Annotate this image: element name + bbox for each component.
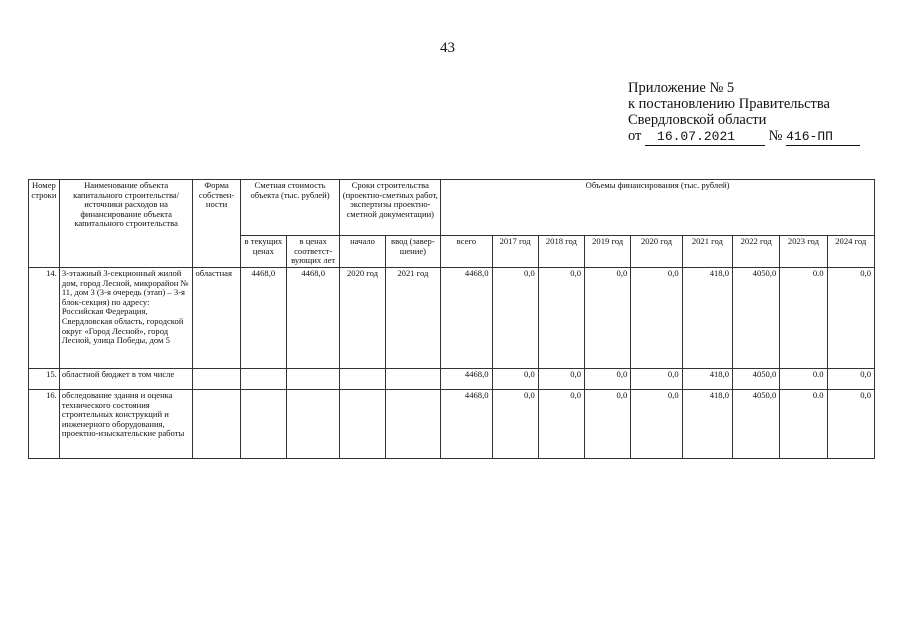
- row-year-value: 0,0: [492, 369, 538, 390]
- row-year-value: 0,0: [631, 268, 682, 369]
- row-ownership: [193, 369, 240, 390]
- header-year: 2023 год: [780, 236, 827, 268]
- row-ownership: областная: [193, 268, 240, 369]
- appendix-resolution: к постановлению Правительства: [628, 96, 830, 112]
- header-year: 2021 год: [682, 236, 732, 268]
- appendix-title: Приложение № 5: [628, 80, 735, 96]
- header-ownership: Форма собствен-ности: [193, 180, 240, 268]
- row-year-value: 0.0: [780, 268, 827, 369]
- header-start: начало: [340, 236, 385, 268]
- table-row: [29, 369, 875, 390]
- header-terms: Сроки строительства (проектно-сметных работ, экспертизы проектно-сметной документации): [340, 180, 441, 236]
- table-row: [29, 390, 875, 459]
- row-year-value: 418,0: [682, 390, 732, 459]
- header-row-1: [29, 180, 875, 236]
- row-year-value: 0,0: [492, 268, 538, 369]
- header-end: ввод (завер-шение): [385, 236, 441, 268]
- row-year-value: 0,0: [538, 369, 584, 390]
- header-name: Наименование объекта капитального строительства/ источники расходов на финансирование объекта капитального строительства: [59, 180, 193, 268]
- row-total: 4468,0: [441, 390, 492, 459]
- row-name: 3-этажный 3-секционный жилой дом, город Лесной, микрорайон № 11, дом 3 (3-я очередь (этап) – 3-я блок-секция) по адресу: Российская Федерация, Свердловская область, городской округ «Город Лесной», город Лесной, улица Победы, дом 5: [59, 268, 193, 369]
- row-ownership: [193, 390, 240, 459]
- financing-table: [28, 179, 875, 459]
- row-end: 2021 год: [385, 268, 441, 369]
- appendix-date-line: [628, 128, 860, 146]
- header-year: 2019 год: [585, 236, 631, 268]
- row-cost-current: [240, 369, 286, 390]
- header-financing: Объемы финансирования (тыс. рублей): [441, 180, 875, 236]
- row-year-value: 0,0: [827, 369, 874, 390]
- row-year-value: 0,0: [827, 268, 874, 369]
- header-year: 2022 год: [733, 236, 780, 268]
- row-start: 2020 год: [340, 268, 385, 369]
- header-cost-current: в текущих ценах: [240, 236, 286, 268]
- table-row: [29, 268, 875, 369]
- date-prefix: от: [628, 128, 642, 144]
- row-number: 16.: [29, 390, 60, 459]
- row-number: 14.: [29, 268, 60, 369]
- row-year-value: 0,0: [538, 390, 584, 459]
- row-year-value: 418,0: [682, 369, 732, 390]
- row-year-value: 0,0: [538, 268, 584, 369]
- row-start: [340, 390, 385, 459]
- row-year-value: 0,0: [492, 390, 538, 459]
- header-cost-respective: в ценах соответст-вующих лет: [286, 236, 339, 268]
- row-number: 15.: [29, 369, 60, 390]
- row-year-value: 0,0: [631, 369, 682, 390]
- header-year: 2018 год: [538, 236, 584, 268]
- row-year-value: 4050,0: [733, 268, 780, 369]
- row-cost-respective: 4468,0: [286, 268, 339, 369]
- row-cost-respective: [286, 390, 339, 459]
- header-row-num: Номер строки: [29, 180, 60, 268]
- row-year-value: 0,0: [585, 390, 631, 459]
- page-number: 43: [440, 40, 455, 56]
- row-cost-respective: [286, 369, 339, 390]
- header-year: 2024 год: [827, 236, 874, 268]
- row-cost-current: [240, 390, 286, 459]
- resolution-date: 16.07.2021: [645, 129, 765, 146]
- header-total: всего: [441, 236, 492, 268]
- row-total: 4468,0: [441, 268, 492, 369]
- resolution-number: 416-ПП: [786, 129, 860, 146]
- row-year-value: 418,0: [682, 268, 732, 369]
- row-year-value: 0,0: [631, 390, 682, 459]
- row-year-value: 4050,0: [733, 390, 780, 459]
- row-end: [385, 369, 441, 390]
- appendix-region: Свердловской области: [628, 112, 767, 128]
- header-year: 2017 год: [492, 236, 538, 268]
- header-year: 2020 год: [631, 236, 682, 268]
- appendix-block: [628, 80, 860, 146]
- row-cost-current: 4468,0: [240, 268, 286, 369]
- row-year-value: 4050,0: [733, 369, 780, 390]
- row-year-value: 0.0: [780, 369, 827, 390]
- row-name: обследование здания и оценка технического состояния строительных конструкций и инженерного оборудования, проектно-изыскательские работы: [59, 390, 193, 459]
- row-end: [385, 390, 441, 459]
- row-year-value: 0,0: [585, 268, 631, 369]
- number-prefix: №: [768, 128, 783, 144]
- row-year-value: 0,0: [585, 369, 631, 390]
- header-cost: Сметная стоимость объекта (тыс. рублей): [240, 180, 340, 236]
- row-year-value: 0.0: [780, 390, 827, 459]
- row-total: 4468,0: [441, 369, 492, 390]
- row-name: областной бюджет в том числе: [59, 369, 193, 390]
- row-start: [340, 369, 385, 390]
- row-year-value: 0,0: [827, 390, 874, 459]
